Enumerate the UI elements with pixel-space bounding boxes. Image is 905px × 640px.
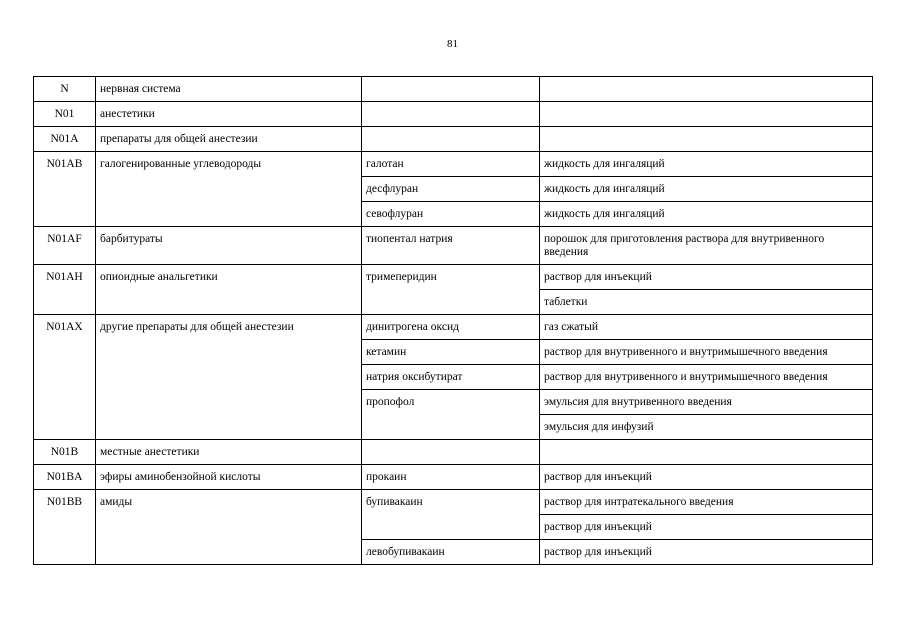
atc-code-cell: N01BB (34, 490, 96, 565)
table-row (34, 77, 873, 102)
atc-code-cell: N01AF (34, 227, 96, 265)
drug-name-cell: галотан (362, 152, 540, 177)
drug-name-cell: натрия оксибутират (362, 365, 540, 390)
drug-name-cell: пропофол (362, 390, 540, 440)
dosage-form-cell: газ сжатый (540, 315, 873, 340)
atc-code-cell: N01AB (34, 152, 96, 227)
table-row (34, 315, 873, 340)
group-name-cell: нервная система (96, 77, 362, 102)
dosage-form-cell: таблетки (540, 290, 873, 315)
dosage-form-cell: раствор для инъекций (540, 465, 873, 490)
drug-name-cell (362, 77, 540, 102)
atc-code-cell: N01B (34, 440, 96, 465)
dosage-form-cell: раствор для внутривенного и внутримышечного введения (540, 365, 873, 390)
drug-name-cell: кетамин (362, 340, 540, 365)
group-name-cell: анестетики (96, 102, 362, 127)
dosage-form-cell: раствор для инъекций (540, 515, 873, 540)
dosage-form-cell: раствор для интратекального введения (540, 490, 873, 515)
atc-drug-table (33, 76, 873, 565)
dosage-form-cell: эмульсия для внутривенного введения (540, 390, 873, 415)
drug-name-cell (362, 127, 540, 152)
drug-name-cell (362, 440, 540, 465)
group-name-cell: эфиры аминобензойной кислоты (96, 465, 362, 490)
group-name-cell: галогенированные углеводороды (96, 152, 362, 227)
page-number: 81 (447, 38, 458, 50)
atc-code-cell: N01A (34, 127, 96, 152)
drug-name-cell: севофлуран (362, 202, 540, 227)
table-row (34, 265, 873, 290)
group-name-cell: барбитураты (96, 227, 362, 265)
drug-name-cell: тиопентал натрия (362, 227, 540, 265)
table-row (34, 465, 873, 490)
group-name-cell: амиды (96, 490, 362, 565)
group-name-cell: местные анестетики (96, 440, 362, 465)
dosage-form-cell (540, 440, 873, 465)
dosage-form-cell (540, 127, 873, 152)
atc-code-cell: N01AH (34, 265, 96, 315)
dosage-form-cell (540, 102, 873, 127)
dosage-form-cell: раствор для инъекций (540, 265, 873, 290)
drug-name-cell: тримеперидин (362, 265, 540, 315)
drug-name-cell: левобупивакаин (362, 540, 540, 565)
table-row (34, 440, 873, 465)
atc-code-cell: N01BA (34, 465, 96, 490)
drug-name-cell (362, 102, 540, 127)
dosage-form-cell: раствор для внутривенного и внутримышечного введения (540, 340, 873, 365)
atc-code-cell: N01AX (34, 315, 96, 440)
drug-name-cell: динитрогена оксид (362, 315, 540, 340)
dosage-form-cell: жидкость для ингаляций (540, 152, 873, 177)
dosage-form-cell (540, 77, 873, 102)
dosage-form-cell: эмульсия для инфузий (540, 415, 873, 440)
atc-code-cell: N01 (34, 102, 96, 127)
atc-code-cell: N (34, 77, 96, 102)
dosage-form-cell: жидкость для ингаляций (540, 202, 873, 227)
dosage-form-cell: порошок для приготовления раствора для внутривенного введения (540, 227, 873, 265)
dosage-form-cell: раствор для инъекций (540, 540, 873, 565)
drug-name-cell: прокаин (362, 465, 540, 490)
table-row (34, 227, 873, 265)
table-row (34, 152, 873, 177)
table-row (34, 127, 873, 152)
group-name-cell: опиоидные анальгетики (96, 265, 362, 315)
drug-name-cell: десфлуран (362, 177, 540, 202)
drug-name-cell: бупивакаин (362, 490, 540, 540)
group-name-cell: препараты для общей анестезии (96, 127, 362, 152)
dosage-form-cell: жидкость для ингаляций (540, 177, 873, 202)
table-row (34, 490, 873, 515)
group-name-cell: другие препараты для общей анестезии (96, 315, 362, 440)
table-row (34, 102, 873, 127)
